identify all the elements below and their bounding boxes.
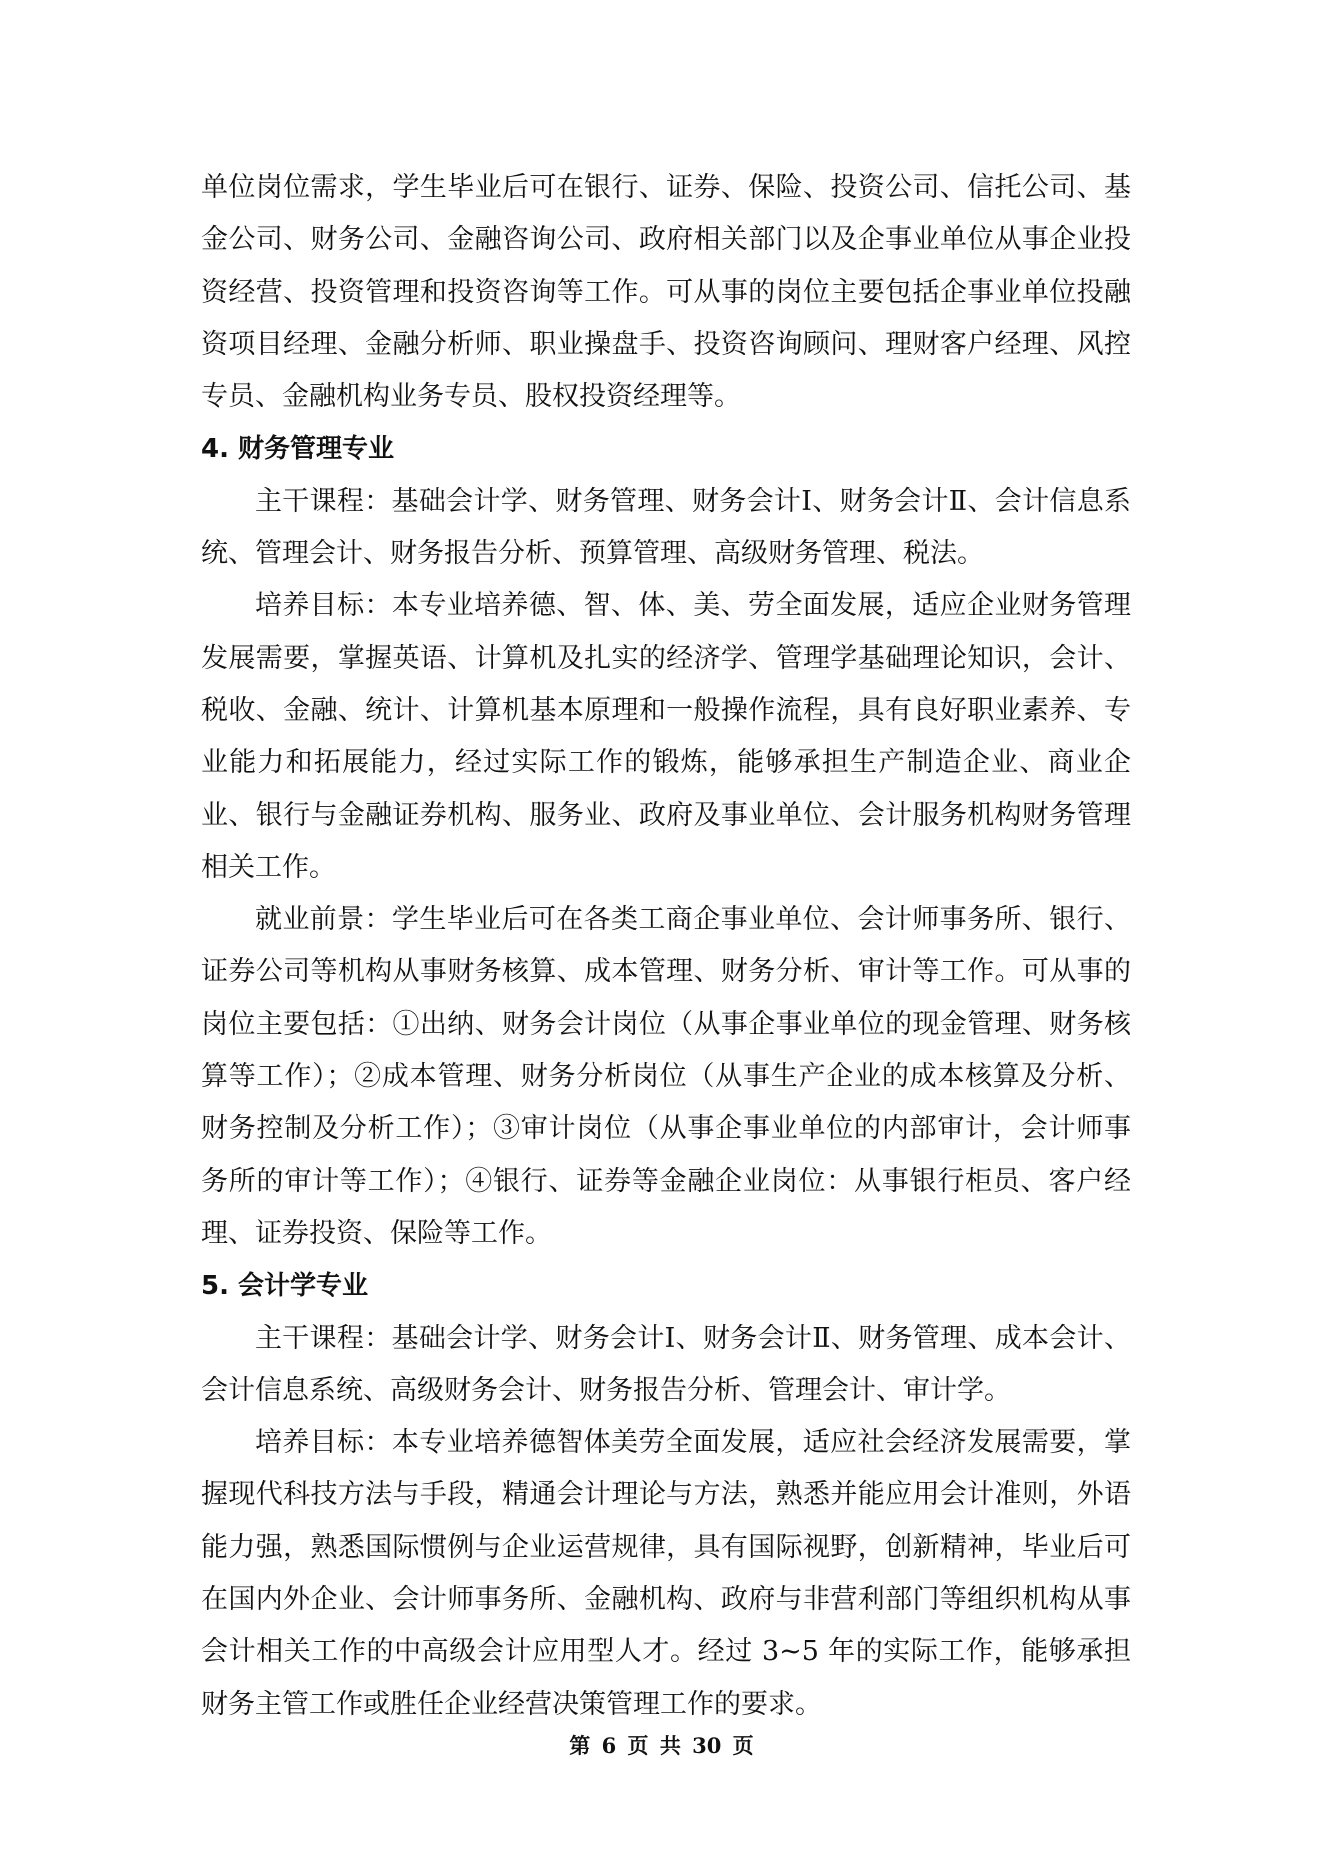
paragraph-acc-core-courses: 主干课程：基础会计学、财务会计Ⅰ、财务会计Ⅱ、财务管理、成本会计、会计信息系统、高级财务会计、财务报告分析、管理会计、审计学。 bbox=[201, 1322, 1131, 1406]
document-body bbox=[201, 162, 1131, 1731]
paragraph-fm-employment-prospects: 就业前景：学生毕业后可在各类工商企事业单位、会计师事务所、银行、证券公司等机构从事财务核算、成本管理、财务分析、审计等工作。可从事的岗位主要包括：①出纳、财务会计岗位（从事企事业单位的现金管理、财务核算等工作）；②成本管理、财务分析岗位（从事生产企业的成本核算及分析、财务控制及分析工作）；③审计岗位（从事企事业单位的内部审计，会计师事务所的审计等工作）；④银行、证券等金融企业岗位：从事银行柜员、客户经理、证券投资、保险等工作。 bbox=[201, 904, 1131, 1249]
heading-accounting-major: 5. 会计学专业 bbox=[201, 1271, 369, 1302]
paragraph-fm-core-courses: 主干课程：基础会计学、财务管理、财务会计Ⅰ、财务会计Ⅱ、会计信息系统、管理会计、财务报告分析、预算管理、高级财务管理、税法。 bbox=[201, 485, 1131, 570]
page-number-footer: 第 6 页 共 30 页 bbox=[569, 1733, 754, 1758]
heading-financial-management-major: 4. 财务管理专业 bbox=[201, 434, 395, 465]
paragraph-fm-training-goal: 培养目标：本专业培养德、智、体、美、劳全面发展，适应企业财务管理发展需要，掌握英语、计算机及扎实的经济学、管理学基础理论知识，会计、税收、金融、统计、计算机基本原理和一般操作流程，具有良好职业素养、专业能力和拓展能力，经过实际工作的锻炼，能够承担生产制造企业、商业企业、银行与金融证券机构、服务业、政府及事业单位、会计服务机构财务管理相关工作。 bbox=[201, 590, 1131, 883]
paragraph-acc-training-goal: 培养目标：本专业培养德智体美劳全面发展，适应社会经济发展需要，掌握现代科技方法与手段，精通会计理论与方法，熟悉并能应用会计准则，外语能力强，熟悉国际惯例与企业运营规律，具有国际视野，创新精神，毕业后可在国内外企业、会计师事务所、金融机构、政府与非营利部门等组织机构从事会计相关工作的中高级会计应用型人才。经过 3~5 年的实际工作，能够承担财务主管工作或胜任企业经营决策管理工作的要求。 bbox=[201, 1427, 1131, 1720]
paragraph-finance-employment-cont: 单位岗位需求，学生毕业后可在银行、证券、保险、投资公司、信托公司、基金公司、财务公司、金融咨询公司、政府相关部门以及企事业单位从事企业投资经营、投资管理和投资咨询等工作。可从事的岗位主要包括企事业单位投融资项目经理、金融分析师、职业操盘手、投资咨询顾问、理财客户经理、风控专员、金融机构业务专员、股权投资经理等。 bbox=[201, 172, 1131, 413]
